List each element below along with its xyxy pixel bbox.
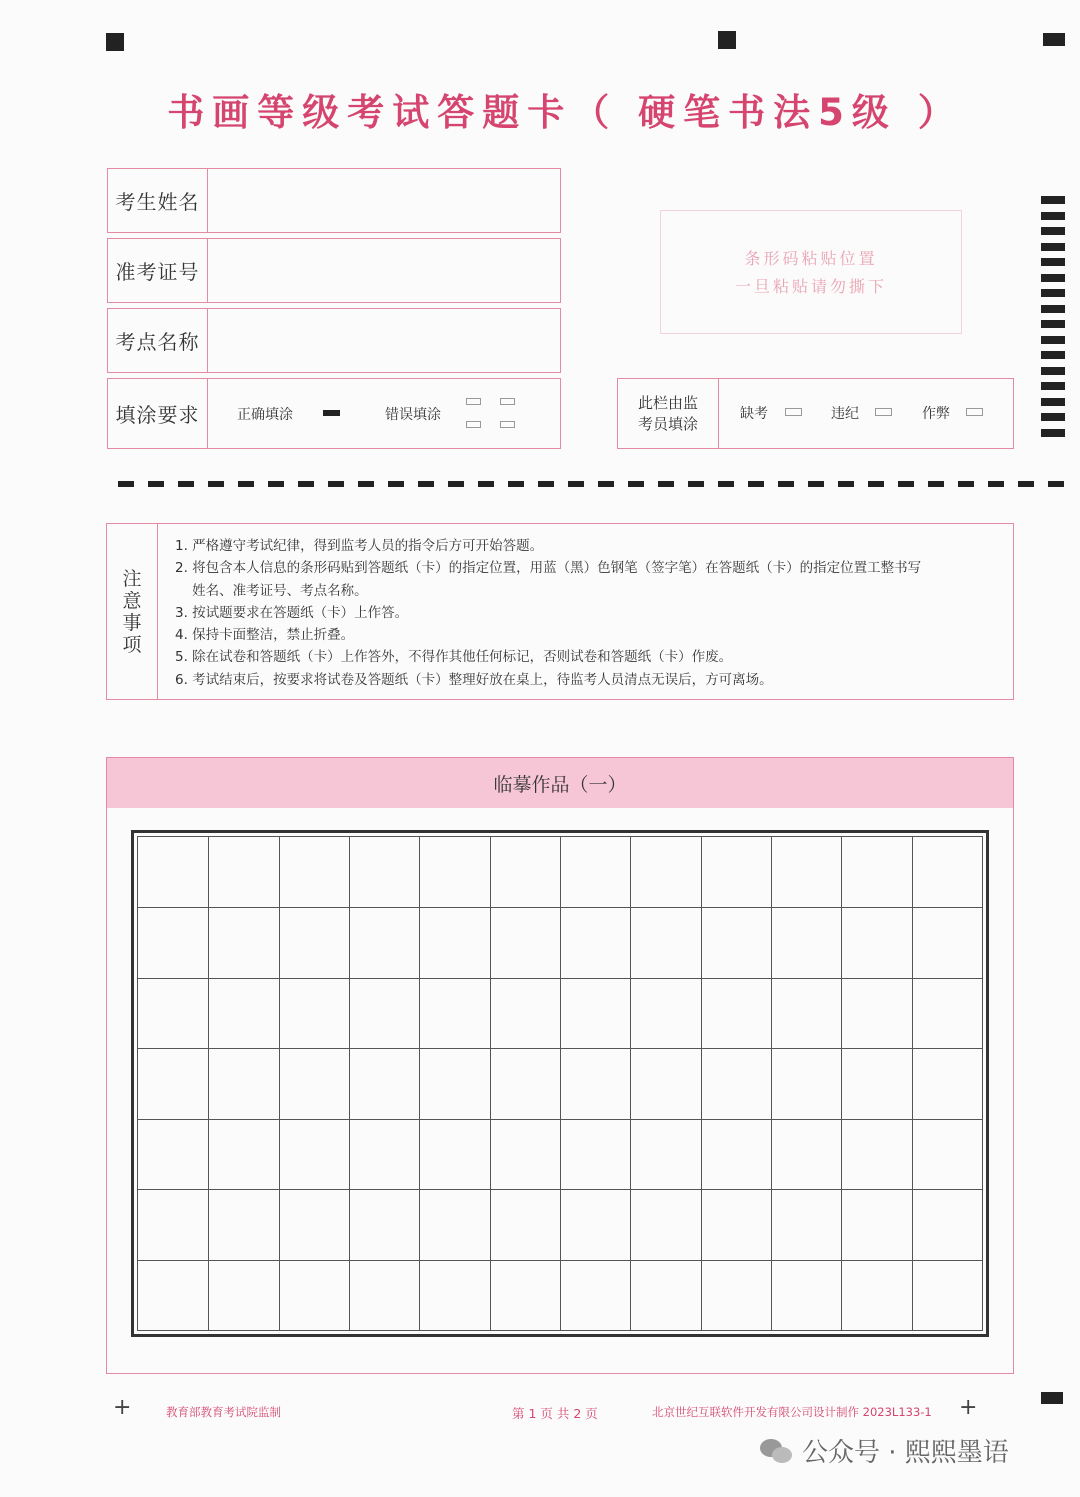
writing-grid-cells[interactable] [137,836,983,1331]
cut-line-dash [478,481,494,487]
cut-line-dash [298,481,314,487]
notice-box [106,523,1014,700]
watermark-text: 公众号 · 熙熙墨语 [802,1438,1009,1468]
timing-mark [1041,336,1065,344]
wrong-fill-mark-4 [500,421,515,428]
notice-item-6: 6. 考试结束后，按要求将试卷及答题纸（卡）整理好放在桌上，待监考人员清点无误后，方可离场。 [175,671,773,688]
violation-label: 违纪 [831,406,859,422]
fill-requirements-label: 填涂要求 [108,379,208,448]
violation-checkbox[interactable] [875,408,892,416]
barcode-area [660,210,962,334]
crop-mark-left: + [113,1395,132,1420]
cut-line-dash [628,481,644,487]
cut-line-dash [178,481,194,487]
cut-line-dash [538,481,554,487]
fill-requirements [107,378,561,449]
correct-fill-label: 正确填涂 [237,407,293,423]
cut-line-dash [928,481,944,487]
notice-item-1: 1. 严格遵守考试纪律，得到监考人员的指令后方可开始答题。 [175,538,544,554]
cut-line-dash [718,481,734,487]
cut-line-dash [568,481,584,487]
timing-mark [1041,382,1065,390]
barcode-line-2: 一旦粘贴请勿撕下 [734,277,887,296]
grid-column-line [560,837,561,1330]
absent-checkbox[interactable] [785,408,802,416]
cut-line-dash [418,481,434,487]
grid-column-line [630,837,631,1330]
timing-mark [1041,413,1065,421]
cut-line-dash [898,481,914,487]
registration-mark-top-center [718,31,736,49]
cut-line-dash [778,481,794,487]
grid-column-line [349,837,350,1330]
cut-line-dash [838,481,854,487]
notice-title-char-2: 意 [122,589,142,612]
cut-line-dash [388,481,404,487]
grid-row-line [138,1048,982,1049]
cheating-label: 作弊 [922,406,950,422]
footer-right: 北京世纪互联软件开发有限公司设计制作 2023L133-1 [652,1405,932,1419]
correct-fill-mark [323,410,340,416]
registration-mark-top-left [106,33,124,51]
field-exam-site-label: 考点名称 [108,309,208,372]
timing-mark [1041,258,1065,266]
registration-mark-top-right [1043,33,1065,46]
grid-column-line [701,837,702,1330]
cut-line-dash [238,481,254,487]
grid-row-line [138,907,982,908]
wrong-fill-mark-1 [466,398,481,405]
grid-column-line [419,837,420,1330]
notice-item-5: 5. 除在试卷和答题纸（卡）上作答外，不得作其他任何标记，否则试卷和答题纸（卡）作废。 [175,649,733,666]
notice-list [175,535,999,691]
cut-line-dash [118,481,134,487]
field-exam-site[interactable] [107,308,561,373]
notice-item-2-cont: 姓名、准考证号、考点名称。 [175,582,368,599]
examiner-label [618,379,719,448]
wrong-fill-mark-3 [466,421,481,428]
cut-line-dash [508,481,524,487]
cut-line-dash [598,481,614,487]
timing-mark [1041,351,1065,359]
timing-mark [1041,429,1065,437]
cut-line-dash [748,481,764,487]
cut-line-dash [358,481,374,487]
cut-line-dash [988,481,1004,487]
examiner-label-line-1: 此栏由监 [637,393,698,412]
grid-column-line [490,837,491,1330]
grid-row-line [138,1119,982,1120]
absent-label: 缺考 [740,406,768,422]
field-name[interactable] [107,168,561,233]
cut-line-dash [268,481,284,487]
timing-mark [1041,227,1065,235]
timing-mark [1041,289,1065,297]
cheating-checkbox[interactable] [966,408,983,416]
field-exam-id-label: 准考证号 [108,239,208,302]
field-name-label: 考生姓名 [108,169,208,232]
notice-title-char-4: 项 [122,633,142,656]
barcode-line-1: 条形码粘贴位置 [744,249,878,268]
timing-mark [1041,243,1065,251]
cut-line-dash [868,481,884,487]
grid-column-line [208,837,209,1330]
practice-section [106,757,1014,1374]
timing-mark [1041,367,1065,375]
grid-column-line [912,837,913,1330]
examiner-box [617,378,1014,449]
notice-title-char-3: 事 [122,611,142,634]
watermark [760,1432,1009,1469]
wrong-fill-label: 错误填涂 [385,407,441,423]
grid-column-line [841,837,842,1330]
examiner-label-line-2: 考员填涂 [637,414,698,433]
page-title: 书画等级考试答题卡（ 硬笔书法5级 ） [167,91,963,134]
timing-mark [1041,398,1065,406]
cut-line-dash [658,481,674,487]
grid-row-line [138,1189,982,1190]
grid-row-line [138,978,982,979]
field-exam-id[interactable] [107,238,561,303]
grid-row-line [138,1260,982,1261]
cut-line-dash [1018,481,1034,487]
practice-title: 临摹作品（一） [107,758,1013,808]
wechat-icon [760,1437,794,1465]
notice-item-2: 2. 将包含本人信息的条形码贴到答题纸（卡）的指定位置，用蓝（黑）色钢笔（签字笔）在答题纸（卡）的指定位置工整书写 [175,560,922,577]
cut-line-dash [148,481,164,487]
cut-line-dash [688,481,704,487]
wrong-fill-mark-2 [500,398,515,405]
cut-line-dash [958,481,974,487]
timing-mark [1041,196,1065,204]
timing-mark [1041,305,1065,313]
grid-column-line [279,837,280,1330]
cut-line-dash [1048,481,1064,487]
timing-mark [1041,274,1065,282]
timing-mark [1041,212,1065,220]
cut-line-dash [808,481,824,487]
timing-mark [1041,320,1065,328]
footer-left: 教育部教育考试院监制 [166,1405,281,1419]
crop-mark-right: + [959,1395,978,1420]
cut-line-dash [328,481,344,487]
grid-column-line [771,837,772,1330]
notice-title-char-1: 注 [122,567,142,590]
notice-item-3: 3. 按试题要求在答题纸（卡）上作答。 [175,604,409,621]
notice-title [107,524,158,699]
registration-mark-bottom-right [1041,1392,1063,1404]
cut-line-dash [208,481,224,487]
writing-grid[interactable] [131,830,989,1337]
notice-item-4: 4. 保持卡面整洁，禁止折叠。 [175,627,355,644]
cut-line-dash [448,481,464,487]
footer-page: 第 1 页 共 2 页 [512,1406,598,1421]
